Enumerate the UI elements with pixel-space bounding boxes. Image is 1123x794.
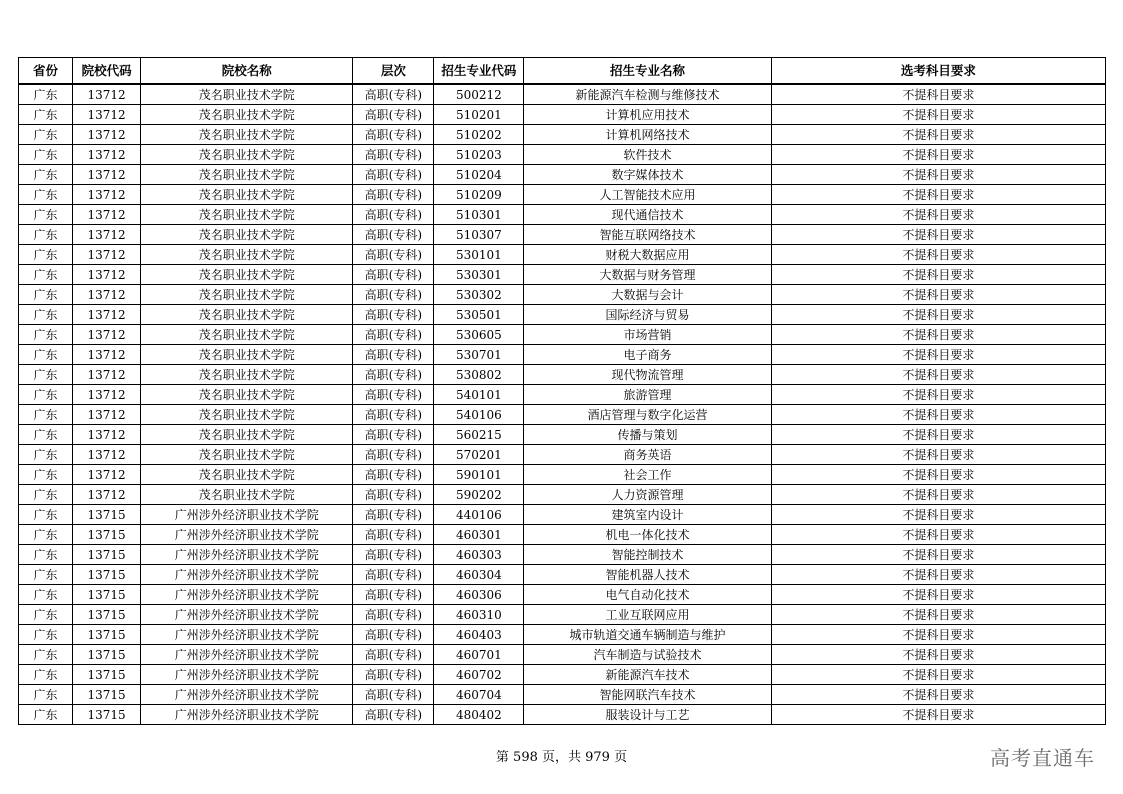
cell-major-name: 现代通信技术: [524, 205, 771, 225]
cell-province: 广东: [19, 84, 73, 105]
table-body: [19, 84, 1106, 725]
cell-subject-requirement: 不提科目要求: [771, 145, 1105, 165]
table-row: [19, 545, 1106, 565]
cell-major-code: 510201: [434, 105, 524, 125]
cell-subject-requirement: 不提科目要求: [771, 685, 1105, 705]
cell-subject-requirement: 不提科目要求: [771, 345, 1105, 365]
cell-subject-requirement: 不提科目要求: [771, 565, 1105, 585]
cell-level: 高职(专科): [353, 185, 434, 205]
cell-subject-requirement: 不提科目要求: [771, 585, 1105, 605]
cell-level: 高职(专科): [353, 585, 434, 605]
cell-school-code: 13712: [73, 245, 141, 265]
cell-subject-requirement: 不提科目要求: [771, 605, 1105, 625]
cell-major-code: 510307: [434, 225, 524, 245]
page-number-text: 第 598 页，共 979 页: [495, 750, 628, 765]
cell-school-code: 13712: [73, 345, 141, 365]
header-school-code: 院校代码: [73, 58, 141, 85]
cell-province: 广东: [19, 585, 73, 605]
cell-major-name: 旅游管理: [524, 385, 771, 405]
cell-province: 广东: [19, 245, 73, 265]
header-major-code: 招生专业代码: [434, 58, 524, 85]
cell-province: 广东: [19, 365, 73, 385]
cell-school-code: 13712: [73, 165, 141, 185]
cell-level: 高职(专科): [353, 445, 434, 465]
cell-school-code: 13712: [73, 445, 141, 465]
cell-province: 广东: [19, 165, 73, 185]
cell-school-name: 广州涉外经济职业技术学院: [141, 605, 353, 625]
table-row: [19, 605, 1106, 625]
cell-school-code: 13712: [73, 205, 141, 225]
cell-school-name: 茂名职业技术学院: [141, 365, 353, 385]
cell-major-code: 540106: [434, 405, 524, 425]
table-row: [19, 365, 1106, 385]
table-row: [19, 405, 1106, 425]
cell-level: 高职(专科): [353, 225, 434, 245]
cell-school-code: 13715: [73, 525, 141, 545]
cell-subject-requirement: 不提科目要求: [771, 125, 1105, 145]
cell-major-name: 大数据与会计: [524, 285, 771, 305]
table-row: [19, 705, 1106, 725]
cell-province: 广东: [19, 405, 73, 425]
cell-level: 高职(专科): [353, 245, 434, 265]
cell-school-name: 茂名职业技术学院: [141, 405, 353, 425]
table-row: [19, 165, 1106, 185]
cell-subject-requirement: 不提科目要求: [771, 165, 1105, 185]
cell-subject-requirement: 不提科目要求: [771, 645, 1105, 665]
header-subject-requirement: 选考科目要求: [771, 58, 1105, 85]
cell-province: 广东: [19, 665, 73, 685]
cell-major-name: 大数据与财务管理: [524, 265, 771, 285]
cell-major-name: 工业互联网应用: [524, 605, 771, 625]
cell-level: 高职(专科): [353, 505, 434, 525]
cell-major-code: 590202: [434, 485, 524, 505]
table-row: [19, 145, 1106, 165]
cell-school-name: 茂名职业技术学院: [141, 145, 353, 165]
cell-school-code: 13712: [73, 485, 141, 505]
table-row: [19, 205, 1106, 225]
cell-major-name: 计算机应用技术: [524, 105, 771, 125]
cell-school-name: 广州涉外经济职业技术学院: [141, 705, 353, 725]
cell-school-code: 13712: [73, 325, 141, 345]
cell-level: 高职(专科): [353, 84, 434, 105]
cell-province: 广东: [19, 685, 73, 705]
table-row: [19, 685, 1106, 705]
cell-major-name: 电气自动化技术: [524, 585, 771, 605]
cell-major-name: 服装设计与工艺: [524, 705, 771, 725]
cell-level: 高职(专科): [353, 205, 434, 225]
cell-major-code: 460304: [434, 565, 524, 585]
table-row: [19, 625, 1106, 645]
cell-subject-requirement: 不提科目要求: [771, 205, 1105, 225]
cell-province: 广东: [19, 225, 73, 245]
cell-major-code: 530605: [434, 325, 524, 345]
cell-school-code: 13712: [73, 105, 141, 125]
cell-subject-requirement: 不提科目要求: [771, 265, 1105, 285]
cell-subject-requirement: 不提科目要求: [771, 225, 1105, 245]
cell-major-code: 590101: [434, 465, 524, 485]
cell-school-name: 茂名职业技术学院: [141, 185, 353, 205]
table-row: [19, 425, 1106, 445]
cell-level: 高职(专科): [353, 565, 434, 585]
cell-level: 高职(专科): [353, 485, 434, 505]
cell-province: 广东: [19, 645, 73, 665]
cell-major-code: 460301: [434, 525, 524, 545]
cell-level: 高职(专科): [353, 605, 434, 625]
cell-province: 广东: [19, 525, 73, 545]
cell-province: 广东: [19, 325, 73, 345]
cell-level: 高职(专科): [353, 125, 434, 145]
table-row: [19, 105, 1106, 125]
cell-major-name: 商务英语: [524, 445, 771, 465]
cell-level: 高职(专科): [353, 105, 434, 125]
cell-subject-requirement: 不提科目要求: [771, 425, 1105, 445]
cell-school-code: 13712: [73, 185, 141, 205]
cell-major-name: 数字媒体技术: [524, 165, 771, 185]
table-row: [19, 505, 1106, 525]
cell-school-name: 广州涉外经济职业技术学院: [141, 525, 353, 545]
cell-school-name: 茂名职业技术学院: [141, 485, 353, 505]
cell-school-code: 13712: [73, 265, 141, 285]
table-row: [19, 525, 1106, 545]
cell-school-name: 茂名职业技术学院: [141, 425, 353, 445]
cell-school-name: 广州涉外经济职业技术学院: [141, 505, 353, 525]
cell-level: 高职(专科): [353, 425, 434, 445]
cell-province: 广东: [19, 185, 73, 205]
cell-school-name: 茂名职业技术学院: [141, 465, 353, 485]
cell-major-code: 440106: [434, 505, 524, 525]
cell-school-name: 茂名职业技术学院: [141, 305, 353, 325]
cell-major-code: 460704: [434, 685, 524, 705]
cell-province: 广东: [19, 625, 73, 645]
cell-major-code: 530701: [434, 345, 524, 365]
cell-school-name: 茂名职业技术学院: [141, 84, 353, 105]
table-row: [19, 465, 1106, 485]
cell-subject-requirement: 不提科目要求: [771, 385, 1105, 405]
cell-major-code: 510203: [434, 145, 524, 165]
cell-major-name: 新能源汽车技术: [524, 665, 771, 685]
cell-major-code: 480402: [434, 705, 524, 725]
table-row: [19, 645, 1106, 665]
cell-level: 高职(专科): [353, 345, 434, 365]
cell-school-code: 13715: [73, 565, 141, 585]
cell-major-code: 530101: [434, 245, 524, 265]
cell-province: 广东: [19, 485, 73, 505]
cell-subject-requirement: 不提科目要求: [771, 105, 1105, 125]
cell-province: 广东: [19, 705, 73, 725]
cell-subject-requirement: 不提科目要求: [771, 405, 1105, 425]
cell-province: 广东: [19, 345, 73, 365]
cell-province: 广东: [19, 565, 73, 585]
header-major-name: 招生专业名称: [524, 58, 771, 85]
page-number-footer: [0, 746, 1123, 765]
cell-school-name: 茂名职业技术学院: [141, 445, 353, 465]
cell-province: 广东: [19, 545, 73, 565]
cell-level: 高职(专科): [353, 265, 434, 285]
cell-school-code: 13715: [73, 665, 141, 685]
cell-subject-requirement: 不提科目要求: [771, 305, 1105, 325]
cell-major-name: 智能网联汽车技术: [524, 685, 771, 705]
cell-major-code: 570201: [434, 445, 524, 465]
cell-school-code: 13715: [73, 685, 141, 705]
header-school-name: 院校名称: [141, 58, 353, 85]
cell-province: 广东: [19, 505, 73, 525]
cell-level: 高职(专科): [353, 685, 434, 705]
cell-province: 广东: [19, 605, 73, 625]
cell-school-code: 13712: [73, 84, 141, 105]
cell-subject-requirement: 不提科目要求: [771, 505, 1105, 525]
cell-major-code: 460303: [434, 545, 524, 565]
cell-major-name: 城市轨道交通车辆制造与维护: [524, 625, 771, 645]
cell-major-name: 电子商务: [524, 345, 771, 365]
cell-school-code: 13712: [73, 125, 141, 145]
header-province: 省份: [19, 58, 73, 85]
cell-level: 高职(专科): [353, 325, 434, 345]
cell-major-name: 财税大数据应用: [524, 245, 771, 265]
cell-major-code: 510202: [434, 125, 524, 145]
cell-major-code: 460310: [434, 605, 524, 625]
cell-school-code: 13715: [73, 625, 141, 645]
cell-subject-requirement: 不提科目要求: [771, 665, 1105, 685]
cell-major-code: 530301: [434, 265, 524, 285]
cell-major-name: 软件技术: [524, 145, 771, 165]
cell-major-code: 530501: [434, 305, 524, 325]
cell-school-name: 广州涉外经济职业技术学院: [141, 585, 353, 605]
cell-school-name: 茂名职业技术学院: [141, 325, 353, 345]
cell-level: 高职(专科): [353, 465, 434, 485]
cell-school-name: 广州涉外经济职业技术学院: [141, 545, 353, 565]
cell-major-name: 酒店管理与数字化运营: [524, 405, 771, 425]
cell-province: 广东: [19, 145, 73, 165]
table-row: [19, 385, 1106, 405]
cell-major-name: 现代物流管理: [524, 365, 771, 385]
cell-province: 广东: [19, 205, 73, 225]
table-header-row: [19, 58, 1106, 85]
cell-major-code: 530802: [434, 365, 524, 385]
cell-province: 广东: [19, 125, 73, 145]
cell-major-name: 国际经济与贸易: [524, 305, 771, 325]
cell-major-name: 人工智能技术应用: [524, 185, 771, 205]
cell-major-code: 530302: [434, 285, 524, 305]
cell-level: 高职(专科): [353, 365, 434, 385]
table-row: [19, 245, 1106, 265]
cell-major-code: 460403: [434, 625, 524, 645]
table-row: [19, 84, 1106, 105]
cell-school-name: 茂名职业技术学院: [141, 165, 353, 185]
cell-major-name: 市场营销: [524, 325, 771, 345]
cell-school-name: 广州涉外经济职业技术学院: [141, 645, 353, 665]
cell-level: 高职(专科): [353, 385, 434, 405]
cell-school-code: 13712: [73, 405, 141, 425]
table-row: [19, 125, 1106, 145]
cell-major-code: 500212: [434, 84, 524, 105]
cell-major-name: 智能控制技术: [524, 545, 771, 565]
table-row: [19, 565, 1106, 585]
cell-level: 高职(专科): [353, 285, 434, 305]
cell-school-code: 13715: [73, 545, 141, 565]
cell-subject-requirement: 不提科目要求: [771, 625, 1105, 645]
cell-school-code: 13715: [73, 505, 141, 525]
cell-major-code: 460306: [434, 585, 524, 605]
cell-subject-requirement: 不提科目要求: [771, 525, 1105, 545]
cell-school-code: 13712: [73, 305, 141, 325]
cell-level: 高职(专科): [353, 545, 434, 565]
cell-major-name: 机电一体化技术: [524, 525, 771, 545]
header-level: 层次: [353, 58, 434, 85]
cell-major-name: 智能机器人技术: [524, 565, 771, 585]
cell-school-name: 茂名职业技术学院: [141, 205, 353, 225]
watermark-logo-text: 高考直通车: [990, 746, 1095, 770]
table-row: [19, 325, 1106, 345]
cell-major-name: 人力资源管理: [524, 485, 771, 505]
cell-school-code: 13712: [73, 425, 141, 445]
cell-major-name: 新能源汽车检测与维修技术: [524, 84, 771, 105]
cell-school-code: 13715: [73, 705, 141, 725]
cell-province: 广东: [19, 305, 73, 325]
table-row: [19, 485, 1106, 505]
cell-subject-requirement: 不提科目要求: [771, 365, 1105, 385]
cell-school-name: 茂名职业技术学院: [141, 245, 353, 265]
table-row: [19, 445, 1106, 465]
cell-major-name: 智能互联网络技术: [524, 225, 771, 245]
cell-major-code: 510301: [434, 205, 524, 225]
cell-major-code: 540101: [434, 385, 524, 405]
cell-province: 广东: [19, 465, 73, 485]
cell-subject-requirement: 不提科目要求: [771, 325, 1105, 345]
table-row: [19, 345, 1106, 365]
cell-school-code: 13712: [73, 465, 141, 485]
cell-subject-requirement: 不提科目要求: [771, 465, 1105, 485]
cell-level: 高职(专科): [353, 405, 434, 425]
table-row: [19, 585, 1106, 605]
cell-subject-requirement: 不提科目要求: [771, 485, 1105, 505]
cell-school-code: 13712: [73, 145, 141, 165]
table-row: [19, 225, 1106, 245]
cell-school-name: 茂名职业技术学院: [141, 285, 353, 305]
cell-school-code: 13715: [73, 605, 141, 625]
cell-major-code: 460702: [434, 665, 524, 685]
cell-subject-requirement: 不提科目要求: [771, 185, 1105, 205]
cell-school-code: 13715: [73, 585, 141, 605]
cell-school-name: 茂名职业技术学院: [141, 385, 353, 405]
cell-province: 广东: [19, 385, 73, 405]
admissions-table: [18, 57, 1106, 725]
table-row: [19, 285, 1106, 305]
cell-province: 广东: [19, 285, 73, 305]
cell-level: 高职(专科): [353, 145, 434, 165]
cell-school-name: 广州涉外经济职业技术学院: [141, 665, 353, 685]
cell-subject-requirement: 不提科目要求: [771, 245, 1105, 265]
cell-school-name: 广州涉外经济职业技术学院: [141, 565, 353, 585]
cell-level: 高职(专科): [353, 525, 434, 545]
cell-school-name: 广州涉外经济职业技术学院: [141, 625, 353, 645]
cell-subject-requirement: 不提科目要求: [771, 285, 1105, 305]
cell-school-name: 茂名职业技术学院: [141, 345, 353, 365]
cell-school-code: 13712: [73, 225, 141, 245]
cell-school-code: 13715: [73, 645, 141, 665]
cell-level: 高职(专科): [353, 665, 434, 685]
cell-major-code: 560215: [434, 425, 524, 445]
cell-subject-requirement: 不提科目要求: [771, 445, 1105, 465]
cell-level: 高职(专科): [353, 625, 434, 645]
cell-major-name: 计算机网络技术: [524, 125, 771, 145]
table-row: [19, 665, 1106, 685]
table-row: [19, 305, 1106, 325]
cell-subject-requirement: 不提科目要求: [771, 545, 1105, 565]
cell-province: 广东: [19, 425, 73, 445]
cell-major-name: 传播与策划: [524, 425, 771, 445]
table-row: [19, 265, 1106, 285]
cell-subject-requirement: 不提科目要求: [771, 705, 1105, 725]
cell-school-name: 茂名职业技术学院: [141, 125, 353, 145]
cell-school-name: 茂名职业技术学院: [141, 225, 353, 245]
cell-level: 高职(专科): [353, 305, 434, 325]
cell-major-code: 510204: [434, 165, 524, 185]
cell-major-name: 汽车制造与试验技术: [524, 645, 771, 665]
cell-major-name: 建筑室内设计: [524, 505, 771, 525]
cell-subject-requirement: 不提科目要求: [771, 84, 1105, 105]
cell-school-name: 茂名职业技术学院: [141, 105, 353, 125]
cell-major-code: 460701: [434, 645, 524, 665]
table-row: [19, 185, 1106, 205]
cell-province: 广东: [19, 445, 73, 465]
cell-level: 高职(专科): [353, 645, 434, 665]
cell-school-name: 茂名职业技术学院: [141, 265, 353, 285]
cell-province: 广东: [19, 105, 73, 125]
cell-school-code: 13712: [73, 285, 141, 305]
cell-school-code: 13712: [73, 385, 141, 405]
cell-level: 高职(专科): [353, 705, 434, 725]
cell-province: 广东: [19, 265, 73, 285]
cell-school-name: 广州涉外经济职业技术学院: [141, 685, 353, 705]
cell-school-code: 13712: [73, 365, 141, 385]
cell-major-name: 社会工作: [524, 465, 771, 485]
cell-level: 高职(专科): [353, 165, 434, 185]
cell-major-code: 510209: [434, 185, 524, 205]
